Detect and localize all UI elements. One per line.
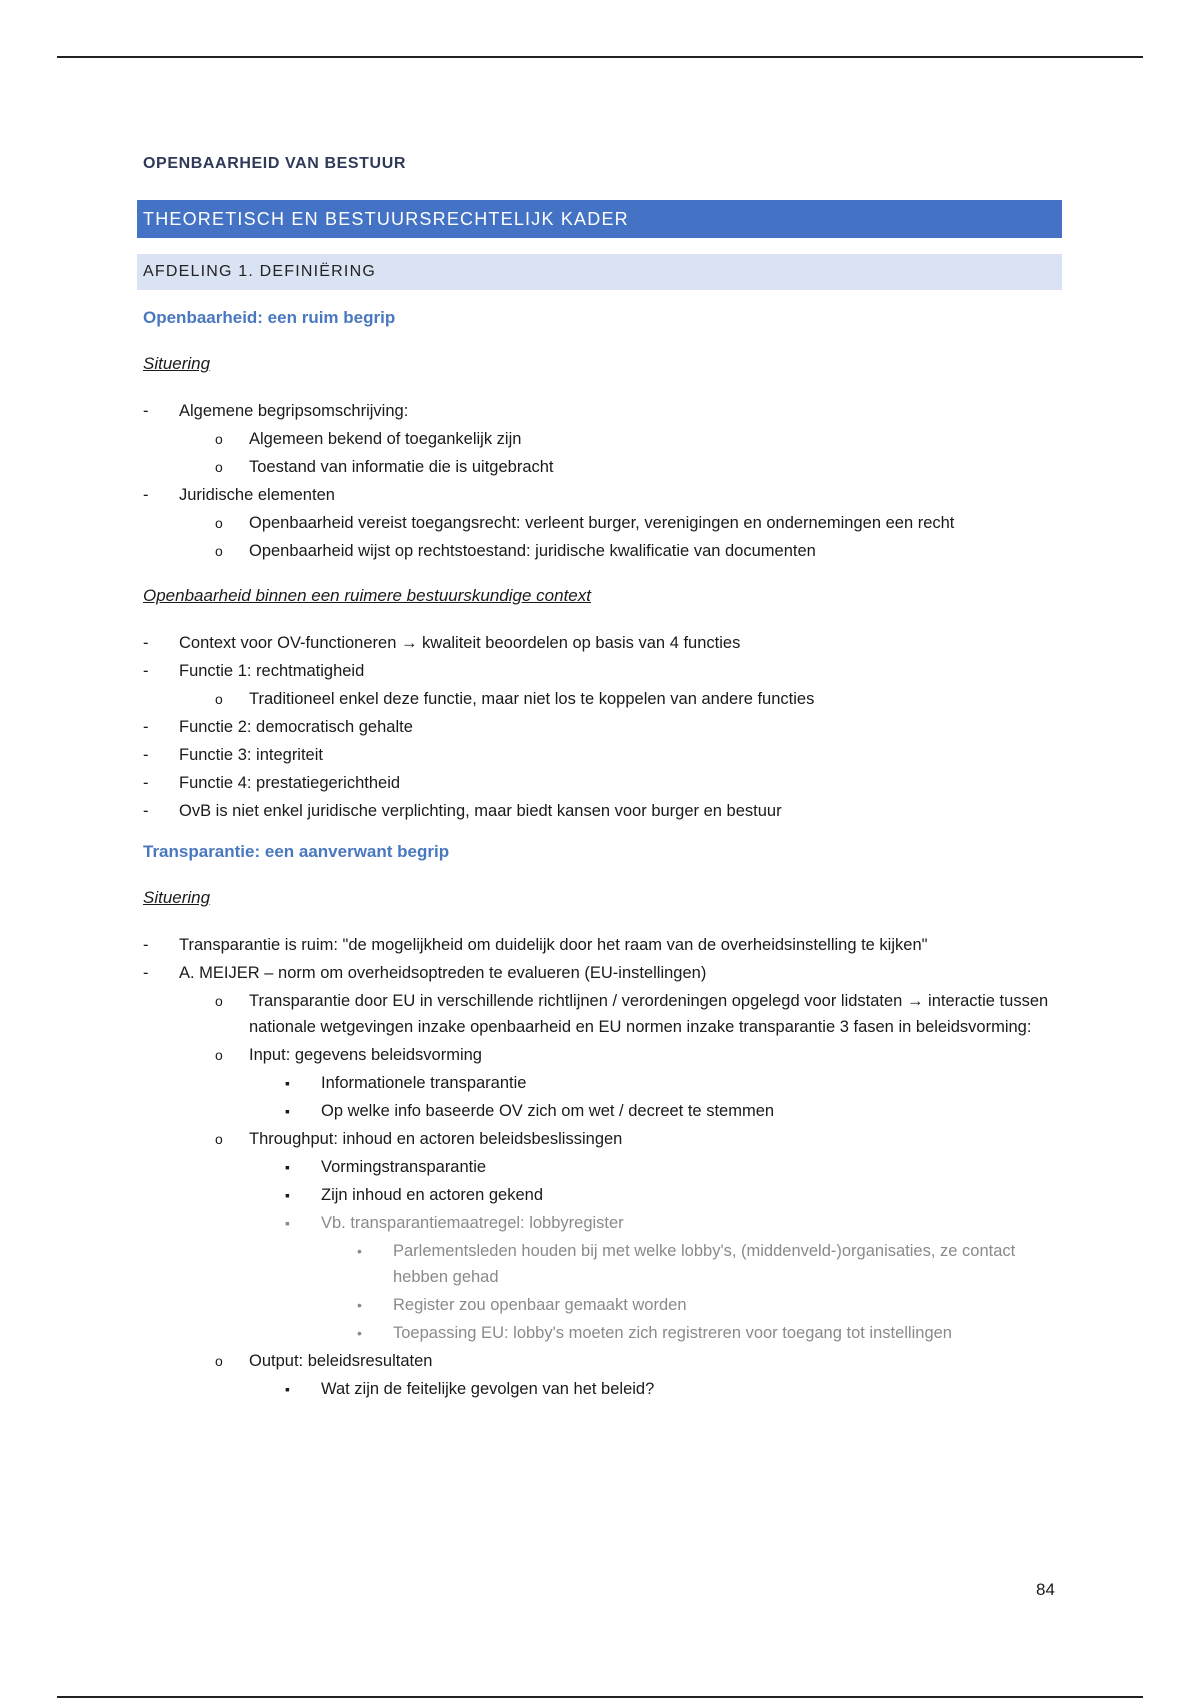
section-heading-transparantie: Transparantie: een aanverwant begrip xyxy=(143,842,450,861)
list-item: o Openbaarheid vereist toegangsrecht: verleent burger, verenigingen en ondernemingen een recht xyxy=(137,510,1062,536)
list-item: • Register zou openbaar gemaakt worden xyxy=(137,1292,1062,1318)
list-item: ▪ Zijn inhoud en actoren gekend xyxy=(137,1182,1062,1208)
list-item: - Juridische elementen xyxy=(137,482,1062,508)
subheading-situering-2: Situering xyxy=(143,888,211,907)
list-item: o Output: beleidsresultaten xyxy=(137,1348,1062,1374)
heading-2-bar: AFDELING 1. DEFINIËRING xyxy=(137,254,1062,290)
page-number: 84 xyxy=(1036,1580,1055,1599)
list-item: - Algemene begripsomschrijving: xyxy=(137,398,1062,424)
section-heading-openbaarheid: Openbaarheid: een ruim begrip xyxy=(143,308,396,327)
list-item: o Toestand van informatie die is uitgebracht xyxy=(137,454,1062,480)
list-bestuurskundige-context xyxy=(137,630,1062,824)
list-situering-1 xyxy=(137,398,1062,564)
list-item: o Transparantie door EU in verschillende richtlijnen / verordeningen opgelegd voor lidstaten → interactie tussen nationale wetgevingen inzake openbaarheid en EU normen inzake transparantie 3 fasen in beleidsvorming: xyxy=(137,988,1062,1040)
list-item: - Transparantie is ruim: "de mogelijkheid om duidelijk door het raam van de overheidsinstelling te kijken" xyxy=(137,932,1062,958)
heading-1-bar: THEORETISCH EN BESTUURSRECHTELIJK KADER xyxy=(137,200,1062,238)
list-item: • Toepassing EU: lobby's moeten zich registreren voor toegang tot instellingen xyxy=(137,1320,1062,1346)
list-item: ▪ Vormingstransparantie xyxy=(137,1154,1062,1180)
list-item: ▪ Wat zijn de feitelijke gevolgen van het beleid? xyxy=(137,1376,1062,1402)
list-item: - OvB is niet enkel juridische verplichting, maar biedt kansen voor burger en bestuur xyxy=(137,798,1062,824)
list-item: - Functie 4: prestatiegerichtheid xyxy=(137,770,1062,796)
list-item: o Algemeen bekend of toegankelijk zijn xyxy=(137,426,1062,452)
list-item: ▪ Informationele transparantie xyxy=(137,1070,1062,1096)
header-rule xyxy=(57,56,1143,58)
subheading-situering-1: Situering xyxy=(143,354,211,373)
list-item: o Traditioneel enkel deze functie, maar niet los te koppelen van andere functies xyxy=(137,686,1062,712)
list-transparantie xyxy=(137,932,1062,1402)
list-item: - Functie 2: democratisch gehalte xyxy=(137,714,1062,740)
list-item: - Context voor OV-functioneren → kwaliteit beoordelen op basis van 4 functies xyxy=(137,630,1062,656)
list-item: o Openbaarheid wijst op rechtstoestand: juridische kwalificatie van documenten xyxy=(137,538,1062,564)
subheading-bestuurskundige-context: Openbaarheid binnen een ruimere bestuurskundige context xyxy=(143,586,591,605)
list-item: ▪ Op welke info baseerde OV zich om wet / decreet te stemmen xyxy=(137,1098,1062,1124)
document-content xyxy=(137,150,1062,1402)
list-item: o Throughput: inhoud en actoren beleidsbeslissingen xyxy=(137,1126,1062,1152)
list-item: ▪ Vb. transparantiemaatregel: lobbyregister xyxy=(137,1210,1062,1236)
footer-rule xyxy=(57,1696,1143,1698)
document-title: OPENBAARHEID VAN BESTUUR xyxy=(143,155,407,172)
list-item: • Parlementsleden houden bij met welke lobby's, (middenveld-)organisaties, ze contact hebben gehad xyxy=(137,1238,1062,1290)
list-item: - Functie 1: rechtmatigheid xyxy=(137,658,1062,684)
list-item: o Input: gegevens beleidsvorming xyxy=(137,1042,1062,1068)
list-item: - A. MEIJER – norm om overheidsoptreden te evalueren (EU-instellingen) xyxy=(137,960,1062,986)
list-item: - Functie 3: integriteit xyxy=(137,742,1062,768)
